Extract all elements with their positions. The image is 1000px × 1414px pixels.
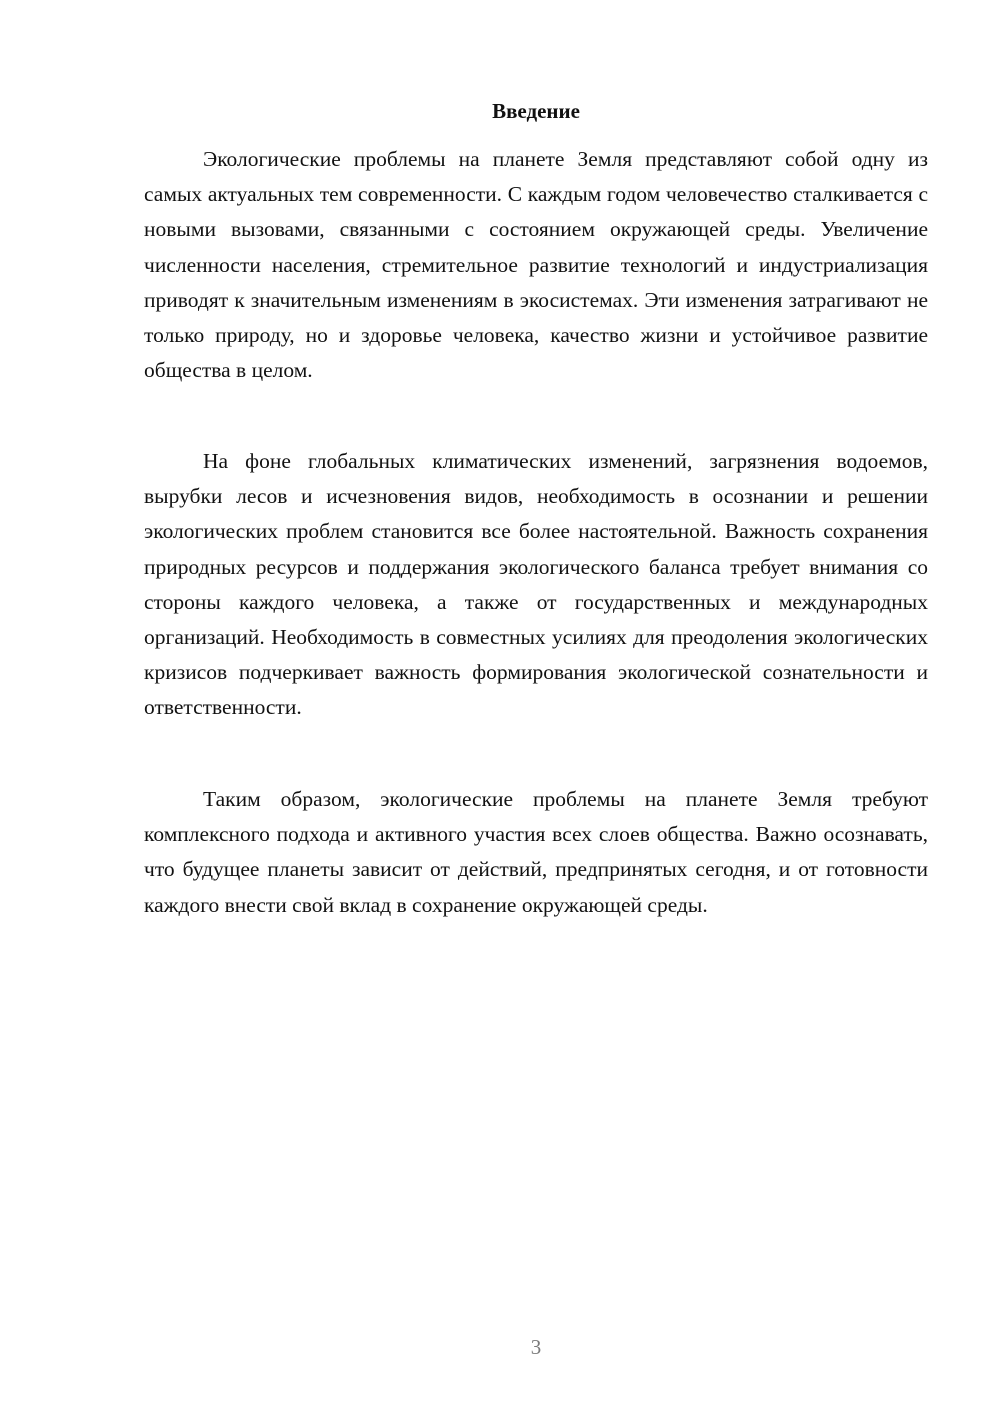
paragraph-2: На фоне глобальных климатических изменений, загрязнения водоемов, вырубки лесов и исчезновения видов, необходимость в осознании и решении экологических проблем становится все более настоятельной. Важность сохранения природных ресурсов и поддержания экологического баланса требует внимания со стороны каждого человека, а также от государственных и международных организаций. Необходимость в совместных усилиях для преодоления экологических кризисов подчеркивает важность формирования экологической сознательности и ответственности. [144, 449, 928, 720]
paragraph-1: Экологические проблемы на планете Земля представляют собой одну из самых актуальных тем современности. С каждым годом человечество сталкивается с новыми вызовами, связанными с состоянием окружающей среды. Увеличение численности населения, стремительное развитие технологий и индустриализация приводят к значительным изменениям в экосистемах. Эти изменения затрагивают не только природу, но и здоровье человека, качество жизни и устойчивое развитие общества в целом. [144, 147, 928, 383]
page-number: 3 [530, 1335, 542, 1359]
section-heading: Введение [492, 99, 580, 123]
paragraph-3: Таким образом, экологические проблемы на планете Земля требуют комплексного подхода и активного участия всех слоев общества. Важно осознавать, что будущее планеты зависит от действий, предпринятых сегодня, и от готовности каждого внести свой вклад в сохранение окружающей среды. [144, 787, 928, 917]
